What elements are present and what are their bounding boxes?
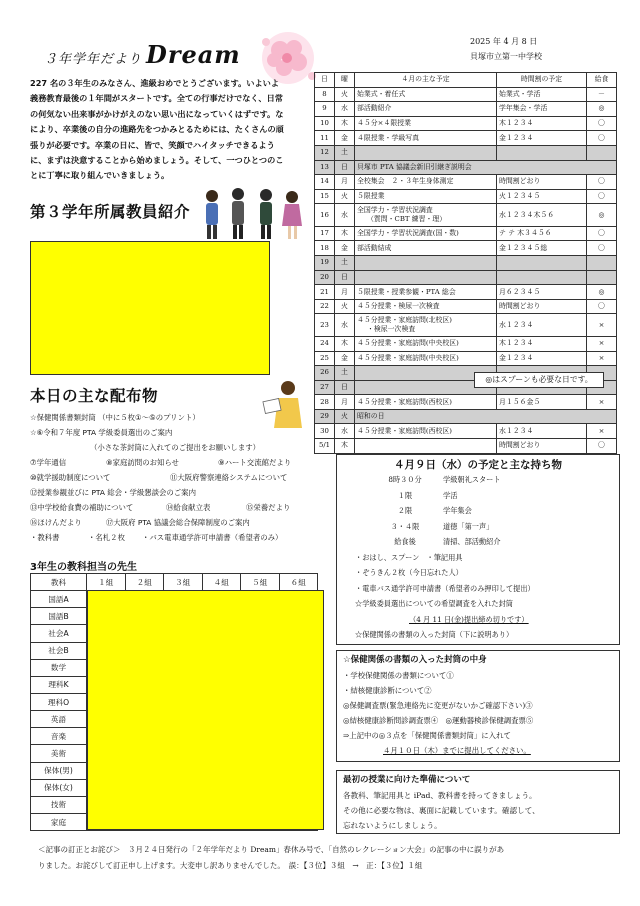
apr9-schedule-list bbox=[337, 472, 619, 550]
school-name: 貝塚市立第一中学校 bbox=[470, 52, 542, 61]
subject-name: 社会A bbox=[31, 625, 87, 642]
calendar-cell-lunch: 〇 bbox=[587, 226, 617, 241]
calendar-cell-event bbox=[355, 256, 497, 271]
calendar-cell-lunch: 〇 bbox=[587, 131, 617, 146]
calendar-cell-day: 28 bbox=[315, 395, 335, 410]
spoon-note: ◎はスプーンも必要な日です。 bbox=[474, 372, 604, 388]
calendar-cell-weekday: 木 bbox=[335, 116, 355, 131]
calendar-cell-event bbox=[355, 395, 497, 410]
event-text: 全国学力・学習状況調査 bbox=[357, 206, 433, 215]
calendar-cell-timetable: 火１２３４５ bbox=[497, 189, 587, 204]
dist-line bbox=[30, 410, 330, 425]
subject-teachers-heading: 3年生の教科担当の先生 bbox=[30, 562, 137, 573]
calendar-cell-event bbox=[355, 102, 497, 117]
dist-line bbox=[30, 440, 330, 455]
calendar-cell-timetable: 時間割どおり bbox=[497, 439, 587, 454]
event-text: ４５分授業・家庭訪問(中央校区) bbox=[357, 353, 459, 362]
envelope-line: ◎保健調査票(緊急連絡先に変更がないかご確認下さい)③ bbox=[343, 701, 533, 710]
apr9-item: ・電車バス通学許可申請書（希望者のみ押印して提出） bbox=[355, 583, 535, 593]
dist-item: ・名札２枚 bbox=[88, 533, 125, 542]
event-text: 部活動紹介 bbox=[357, 104, 392, 113]
dist-item: ⑫授業参観並びに PTA 総会・学級懇談会のご案内 bbox=[30, 488, 196, 497]
dist-item: （小さな茶封筒に入れてのご提出をお願いします） bbox=[90, 443, 260, 452]
envelope-line: ⇒上記中の◎３点を「保健関係書類封筒」に入れて bbox=[343, 731, 511, 740]
distribution-heading: 本日の主な配布物 bbox=[30, 387, 159, 405]
calendar-row bbox=[315, 395, 617, 410]
health-envelope-box bbox=[336, 650, 620, 762]
calendar-row bbox=[315, 102, 617, 117]
dist-item: ⑰大阪府 PTA 協議会総合保障制度のご案内 bbox=[106, 518, 250, 527]
calendar-row bbox=[315, 409, 617, 424]
apr9-item: ☆学級委員選出についての希望調査を入れた封筒 bbox=[355, 599, 513, 609]
calendar-row bbox=[315, 299, 617, 314]
calendar-cell-event bbox=[355, 409, 617, 424]
calendar-cell-lunch: × bbox=[587, 395, 617, 410]
event-text: ４５分授業・家庭訪問(北校区) bbox=[357, 316, 452, 325]
calendar-cell-event bbox=[355, 285, 497, 300]
calendar-cell-day: 25 bbox=[315, 351, 335, 366]
calendar-cell-event bbox=[355, 336, 497, 351]
dist-line bbox=[30, 485, 330, 500]
calendar-cell-weekday: 水 bbox=[335, 102, 355, 117]
calendar-cell-lunch: 〇 bbox=[587, 116, 617, 131]
calendar-cell-day: 15 bbox=[315, 189, 335, 204]
dist-item: ☆⑥令和７年度 PTA 学級委員選出のご案内 bbox=[30, 428, 173, 437]
calendar-cell-lunch: × bbox=[587, 351, 617, 366]
subject-name: 国語B bbox=[31, 608, 87, 625]
dist-item: ⑨ハート交流館だより bbox=[218, 458, 292, 467]
calendar-cell-lunch: 〇 bbox=[587, 189, 617, 204]
calendar-cell-lunch bbox=[587, 256, 617, 271]
calendar-cell-lunch: ◎ bbox=[587, 204, 617, 227]
calendar-cell-day: 8 bbox=[315, 87, 335, 102]
envelope-deadline: ４月１０日（木）までに提出してください。 bbox=[383, 746, 531, 755]
event-text: ４５分授業・家庭訪問(西校区) bbox=[357, 397, 452, 406]
title-prefix: ３年学年だより bbox=[44, 52, 143, 67]
calendar-header: 曜 bbox=[335, 73, 355, 88]
calendar-row bbox=[315, 204, 617, 227]
calendar-cell-weekday: 木 bbox=[335, 226, 355, 241]
calendar-cell-event bbox=[355, 145, 497, 160]
apr9-item: ☆保健関係の書類の入った封筒（下に説明あり） bbox=[355, 630, 514, 640]
schedule-time: ３・４限 bbox=[390, 521, 420, 531]
class-header: ４組 bbox=[202, 574, 241, 591]
issue-date: 2025 年 4 月 8 日 bbox=[470, 37, 538, 46]
subject-name: 家庭 bbox=[31, 813, 87, 830]
teachers-heading: 第３学年所属教員紹介 bbox=[30, 203, 191, 221]
calendar-cell-weekday: 木 bbox=[335, 439, 355, 454]
calendar-cell-day: 5/1 bbox=[315, 439, 335, 454]
first-lesson-prep-box bbox=[336, 770, 620, 834]
calendar-cell-event bbox=[355, 131, 497, 146]
calendar-header: ４月の主な予定 bbox=[355, 73, 497, 88]
schedule-row bbox=[337, 519, 619, 535]
envelope-line: ◎結核健康診断問診調査票④ ◎運動器検診保健調査票⑤ bbox=[343, 716, 534, 725]
dist-item: ⑦学年通信 bbox=[30, 458, 67, 467]
event-text: ５限授業・授業参観・PTA 総会 bbox=[357, 287, 456, 296]
apr9-heading: ４月９日（水）の予定と主な持ち物 bbox=[394, 459, 562, 471]
dist-item: ・バス電車通学許可申請書（希望者のみ） bbox=[142, 533, 283, 542]
subject-name: 英語 bbox=[31, 711, 87, 728]
apr9-items bbox=[337, 550, 619, 644]
calendar-row bbox=[315, 256, 617, 271]
calendar-cell-lunch: 〇 bbox=[587, 299, 617, 314]
calendar-cell-timetable bbox=[497, 270, 587, 285]
class-header: １組 bbox=[87, 574, 126, 591]
calendar-cell-weekday: 金 bbox=[335, 241, 355, 256]
calendar-cell-weekday: 土 bbox=[335, 366, 355, 381]
calendar-cell-event bbox=[355, 424, 497, 439]
calendar-cell-lunch: 〇 bbox=[587, 241, 617, 256]
calendar-row bbox=[315, 87, 617, 102]
distribution-list bbox=[30, 410, 330, 545]
calendar-cell-day: 19 bbox=[315, 256, 335, 271]
prep-line: 忘れないようにしましょう。 bbox=[343, 821, 442, 830]
table-corner: 教科 bbox=[31, 574, 87, 591]
calendar-row bbox=[315, 351, 617, 366]
class-header: ２組 bbox=[125, 574, 164, 591]
class-header: ３組 bbox=[164, 574, 203, 591]
dist-item: ⑭給食献立表 bbox=[166, 503, 211, 512]
calendar-cell-day: 9 bbox=[315, 102, 335, 117]
calendar-cell-timetable: 水１２３４ bbox=[497, 314, 587, 337]
calendar-cell-weekday: 火 bbox=[335, 87, 355, 102]
calendar-cell-lunch: × bbox=[587, 314, 617, 337]
calendar-cell-day: 21 bbox=[315, 285, 335, 300]
dist-line bbox=[30, 455, 330, 470]
calendar-header: 給食 bbox=[587, 73, 617, 88]
dist-line bbox=[30, 530, 330, 545]
dist-line bbox=[30, 515, 330, 530]
prep-heading: 最初の授業に向けた準備について bbox=[343, 775, 471, 785]
calendar-header: 日 bbox=[315, 73, 335, 88]
dist-item: ⑬中学校給食費の補助について bbox=[30, 503, 134, 512]
calendar-cell-day: 29 bbox=[315, 409, 335, 424]
class-header: ５組 bbox=[241, 574, 280, 591]
schedule-row bbox=[337, 503, 619, 519]
calendar-cell-timetable: 木１２３４ bbox=[497, 116, 587, 131]
subject-name: 社会B bbox=[31, 642, 87, 659]
correction-line: ＜記事の訂正とお詫び＞ ３月２４日発行の「２年学年だより Dream」春休み号で、「自然のレクレーション大会」の記事の中に誤りがあ bbox=[38, 845, 505, 854]
calendar-cell-timetable: 時間割どおり bbox=[497, 175, 587, 190]
table-header-row bbox=[31, 574, 318, 591]
calendar-cell-event bbox=[355, 241, 497, 256]
title-dream: Dream bbox=[146, 40, 241, 69]
subject-name: 美術 bbox=[31, 745, 87, 762]
calendar-cell-day: 17 bbox=[315, 226, 335, 241]
subject-name: 国語A bbox=[31, 591, 87, 608]
calendar-cell-event bbox=[355, 175, 497, 190]
calendar-cell-day: 22 bbox=[315, 299, 335, 314]
calendar-row bbox=[315, 226, 617, 241]
apr9-schedule-box bbox=[336, 454, 620, 645]
calendar-cell-day: 11 bbox=[315, 131, 335, 146]
calendar-cell-timetable: 木１２３４ bbox=[497, 336, 587, 351]
calendar-row bbox=[315, 439, 617, 454]
calendar-cell-event bbox=[355, 439, 497, 454]
calendar-row bbox=[315, 314, 617, 337]
calendar-row bbox=[315, 145, 617, 160]
calendar-cell-lunch bbox=[587, 270, 617, 285]
schedule-time: 8時３０分 bbox=[388, 475, 422, 484]
schedule-row bbox=[337, 488, 619, 504]
calendar-cell-timetable: 月６２３４５ bbox=[497, 285, 587, 300]
calendar-row bbox=[315, 336, 617, 351]
subject-name: 数学 bbox=[31, 659, 87, 676]
schedule-time: １限 bbox=[397, 490, 413, 500]
envelope-heading: ☆保健関係の書類の入った封筒の中身 bbox=[343, 655, 487, 665]
calendar-cell-timetable: 水１２３４ bbox=[497, 424, 587, 439]
calendar-cell-event bbox=[355, 160, 617, 175]
calendar-cell-timetable: 金１２３４ bbox=[497, 131, 587, 146]
calendar-row bbox=[315, 131, 617, 146]
event-text: 貝塚市 PTA 協議会新旧引継ぎ説明会 bbox=[357, 162, 472, 171]
calendar-cell-timetable: 始業式・学活 bbox=[497, 87, 587, 102]
calendar-cell-day: 24 bbox=[315, 336, 335, 351]
calendar-cell-weekday: 月 bbox=[335, 285, 355, 300]
calendar-cell-timetable: 学年集会・学活 bbox=[497, 102, 587, 117]
calendar-cell-event bbox=[355, 226, 497, 241]
apr9-item-deadline: （4 月 11 日(金)提出締め切りです） bbox=[409, 614, 529, 624]
event-text: 全校集会 ２・３年生身体測定 bbox=[357, 177, 454, 186]
calendar-cell-day: 10 bbox=[315, 116, 335, 131]
calendar-cell-lunch: ◎ bbox=[587, 285, 617, 300]
dist-item: ⑧家庭訪問のお知らせ bbox=[106, 458, 179, 467]
subject-teachers-placeholder bbox=[87, 590, 324, 830]
calendar-cell-timetable: 金１２３４５総 bbox=[497, 241, 587, 256]
calendar-cell-lunch: － bbox=[587, 87, 617, 102]
calendar-cell-day: 30 bbox=[315, 424, 335, 439]
event-text: 昭和の日 bbox=[357, 412, 385, 421]
calendar-cell-day: 13 bbox=[315, 160, 335, 175]
schedule-row bbox=[337, 472, 619, 488]
calendar-cell-event bbox=[355, 270, 497, 285]
date-school-box bbox=[470, 34, 616, 64]
event-text: ４５分授業・検尿一次検査 bbox=[357, 302, 440, 311]
calendar-cell-event bbox=[355, 351, 497, 366]
prep-line: その他に必要な物は、裏面に記載しています。確認して、 bbox=[343, 806, 540, 815]
prep-line: 各教科、筆記用具と iPad、教科書を持ってきましょう。 bbox=[343, 791, 537, 800]
calendar-cell-timetable: 水１２３４木５６ bbox=[497, 204, 587, 227]
calendar-cell-timetable bbox=[497, 145, 587, 160]
calendar-cell-timetable bbox=[497, 256, 587, 271]
schedule-activity: 道徳「第一声」 bbox=[443, 521, 494, 531]
intro-text: 227 名の３年生のみなさん、進級おめでとうございます。いよいよ義務教育最後の１年間がスタートです。全ての行事だけでなく、日常の何気ない出来事がかけがえのない思い出になっていくはずです。なにより、卒業後の自分の進路先をつかみとるためには、たくさんの頑張りが必要です。卒業の日に、皆で、笑顔でハイタッチできるように、まずは決意することから始めましょう。そして、一つひとつのことに丁寧に取り組んでいきましょう。 bbox=[30, 78, 284, 181]
teachers-illustration bbox=[200, 186, 305, 240]
event-text: ４５分授業・家庭訪問(西校区) bbox=[357, 426, 452, 435]
schedule-activity: 学級朝礼スタート bbox=[443, 475, 501, 484]
calendar-cell-lunch bbox=[587, 145, 617, 160]
dist-item: ⑩就学援助制度について bbox=[30, 473, 111, 482]
subject-name: 保体(女) bbox=[31, 779, 87, 796]
calendar-cell-lunch: × bbox=[587, 424, 617, 439]
calendar-row bbox=[315, 285, 617, 300]
calendar-cell-weekday: 水 bbox=[335, 314, 355, 337]
calendar-cell-weekday: 水 bbox=[335, 424, 355, 439]
newsletter-title bbox=[44, 40, 241, 69]
calendar-header: 時間割の予定 bbox=[497, 73, 587, 88]
april-calendar-table bbox=[314, 72, 617, 454]
calendar-cell-weekday: 日 bbox=[335, 380, 355, 395]
subject-name: 理科K bbox=[31, 676, 87, 693]
calendar-cell-weekday: 火 bbox=[335, 409, 355, 424]
calendar-cell-weekday: 土 bbox=[335, 145, 355, 160]
calendar-cell-event bbox=[355, 87, 497, 102]
calendar-cell-timetable: 金１２３４ bbox=[497, 351, 587, 366]
schedule-time: ２限 bbox=[397, 506, 413, 515]
calendar-cell-day: 27 bbox=[315, 380, 335, 395]
calendar-cell-weekday: 火 bbox=[335, 189, 355, 204]
calendar-cell-day: 26 bbox=[315, 366, 335, 381]
event-text-sub: （質問・CBT 練習・理） bbox=[367, 215, 447, 224]
calendar-row bbox=[315, 189, 617, 204]
intro-message bbox=[30, 76, 286, 184]
calendar-cell-day: 18 bbox=[315, 241, 335, 256]
calendar-header-row bbox=[315, 73, 617, 88]
dist-item: ・教科書 bbox=[30, 533, 60, 542]
dist-item: ⑯ほけんだより bbox=[30, 518, 82, 527]
schedule-time: 給食後 bbox=[394, 537, 416, 546]
event-text: 部活動結成 bbox=[357, 243, 392, 252]
event-text: 始業式・着任式 bbox=[357, 89, 406, 98]
calendar-cell-weekday: 月 bbox=[335, 395, 355, 410]
dist-item: ☆保健関係書類封筒 （中に５枚①～⑤のプリント） bbox=[30, 413, 200, 422]
schedule-activity: 学活 bbox=[443, 490, 458, 500]
calendar-cell-weekday: 土 bbox=[335, 256, 355, 271]
calendar-cell-lunch: ◎ bbox=[587, 102, 617, 117]
calendar-cell-timetable: テ テ 木３４５６ bbox=[497, 226, 587, 241]
dist-item: ⑪大阪府警察連絡システムについて bbox=[170, 473, 288, 482]
calendar-cell-timetable: 月１５６金５ bbox=[497, 395, 587, 410]
calendar-row bbox=[315, 241, 617, 256]
calendar-cell-lunch: 〇 bbox=[587, 175, 617, 190]
calendar-cell-weekday: 火 bbox=[335, 299, 355, 314]
calendar-cell-event bbox=[355, 116, 497, 131]
calendar-cell-day: 16 bbox=[315, 204, 335, 227]
calendar-row bbox=[315, 160, 617, 175]
calendar-cell-lunch: 〇 bbox=[587, 439, 617, 454]
subject-name: 保体(男) bbox=[31, 762, 87, 779]
calendar-cell-lunch: × bbox=[587, 336, 617, 351]
schedule-row bbox=[337, 534, 619, 550]
calendar-cell-event bbox=[355, 314, 497, 337]
dist-line bbox=[30, 500, 330, 515]
calendar-row bbox=[315, 116, 617, 131]
calendar-cell-weekday: 月 bbox=[335, 175, 355, 190]
event-text: 全国学力・学習状況調査(国・数) bbox=[357, 229, 459, 238]
calendar-cell-day: 14 bbox=[315, 175, 335, 190]
correction-notice bbox=[38, 842, 618, 874]
calendar-cell-event bbox=[355, 189, 497, 204]
calendar-cell-day: 12 bbox=[315, 145, 335, 160]
subject-name: 音楽 bbox=[31, 728, 87, 745]
calendar-cell-weekday: 木 bbox=[335, 336, 355, 351]
calendar-row bbox=[315, 270, 617, 285]
schedule-activity: 清掃、部活動紹介 bbox=[443, 537, 501, 546]
envelope-line: ・学校保健関係の書類について① bbox=[343, 671, 454, 680]
calendar-cell-day: 23 bbox=[315, 314, 335, 337]
envelope-line: ・結核健康診断について② bbox=[343, 686, 432, 695]
calendar-cell-weekday: 日 bbox=[335, 160, 355, 175]
calendar-cell-weekday: 水 bbox=[335, 204, 355, 227]
event-text: ４限授業・学級写真 bbox=[357, 133, 420, 142]
calendar-cell-event bbox=[355, 204, 497, 227]
event-text: ５限授業 bbox=[357, 192, 385, 201]
event-text: ４５分×４限授業 bbox=[357, 119, 412, 128]
dist-line bbox=[30, 425, 330, 440]
calendar-row bbox=[315, 424, 617, 439]
calendar-row bbox=[315, 175, 617, 190]
subject-name: 技術 bbox=[31, 796, 87, 813]
apr9-item: ・ぞうきん２枚（今日忘れた人） bbox=[355, 568, 463, 578]
calendar-cell-day: 20 bbox=[315, 270, 335, 285]
dist-line bbox=[30, 470, 330, 485]
calendar-cell-timetable: 時間割どおり bbox=[497, 299, 587, 314]
event-text-sub: ・検尿一次検査 bbox=[367, 325, 416, 334]
calendar-cell-weekday: 日 bbox=[335, 270, 355, 285]
apr9-item: ・おはし、スプーン ・筆記用具 bbox=[355, 552, 463, 562]
calendar-cell-weekday: 金 bbox=[335, 131, 355, 146]
calendar-cell-weekday: 金 bbox=[335, 351, 355, 366]
correction-line: りました。お詫びして訂正申し上げます。大変申し訳ありませんでした。 誤：【３位】３組 → 正：【３位】１組 bbox=[38, 861, 423, 870]
calendar-cell-event bbox=[355, 299, 497, 314]
subject-name: 理科O bbox=[31, 693, 87, 710]
teacher-photo-placeholder bbox=[30, 241, 270, 375]
event-text: ４５分授業・家庭訪問(中央校区) bbox=[357, 339, 459, 348]
class-header: ６組 bbox=[279, 574, 318, 591]
schedule-activity: 学年集会 bbox=[443, 506, 472, 515]
dist-item: ⑮栄養だより bbox=[246, 503, 291, 512]
